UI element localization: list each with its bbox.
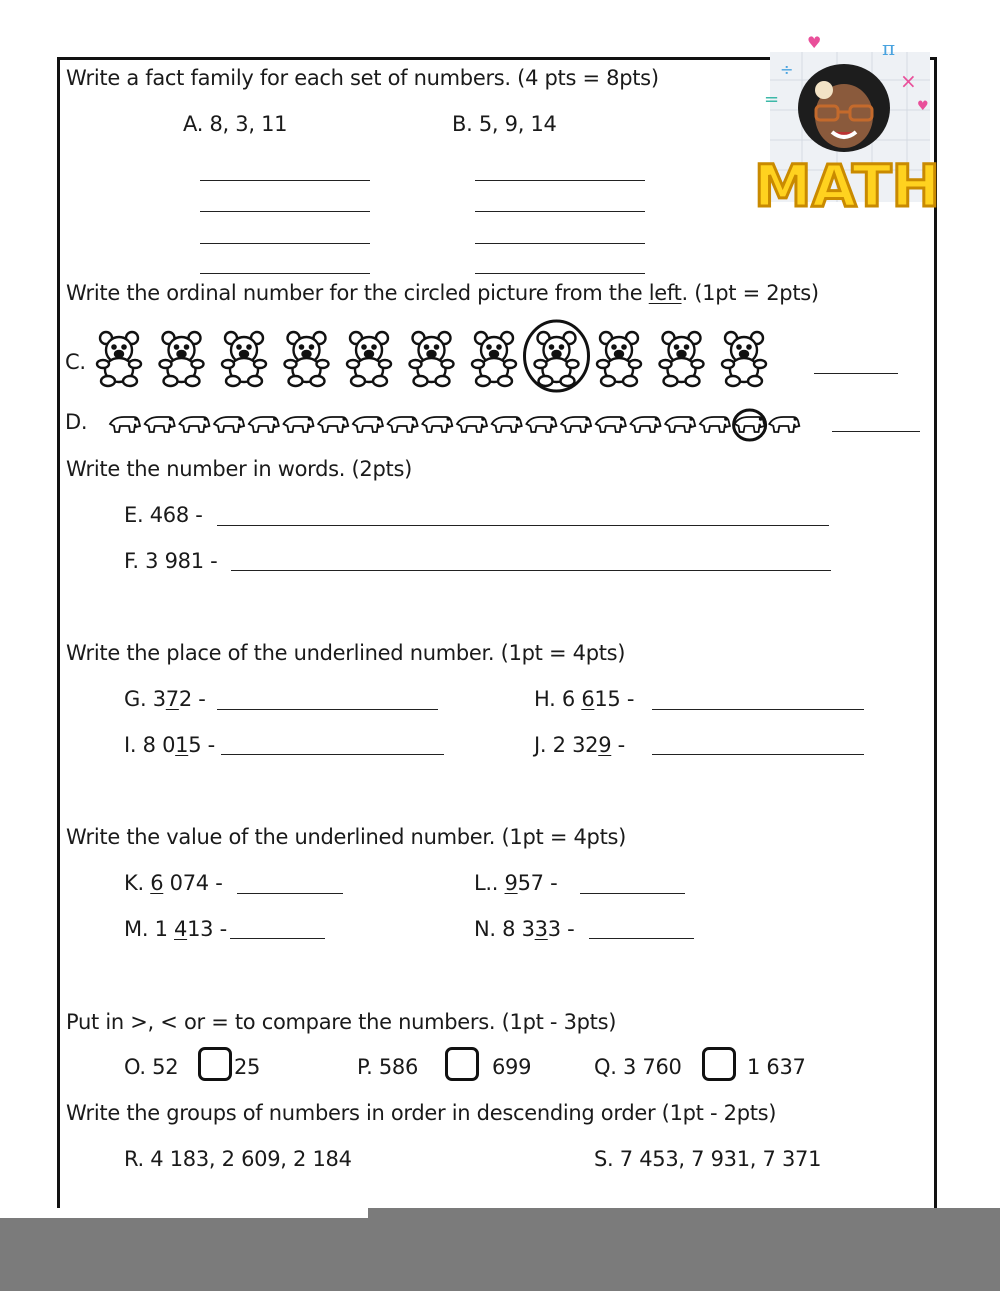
avatar <box>798 64 890 152</box>
answer-line-d[interactable] <box>832 431 920 432</box>
equals-icon: = <box>764 89 780 110</box>
math-title: MATH <box>753 152 941 220</box>
polar-bear-icon <box>388 417 418 432</box>
polar-bear-icon <box>596 417 626 432</box>
math-logo <box>752 30 942 220</box>
polar-bear-row <box>100 400 820 450</box>
q6-q-right: 1 637 <box>747 1055 806 1079</box>
polar-bear-icon <box>735 417 765 432</box>
footer-bar <box>0 1216 1000 1291</box>
q2-d-label: D. <box>65 410 88 434</box>
q6-p-right: 699 <box>492 1055 532 1079</box>
q1-instruction: Write a fact family for each set of numbers. (4 pts = 8pts) <box>66 66 659 90</box>
pi-icon: π <box>882 36 896 60</box>
q5-l: L.. 957 - <box>474 871 558 895</box>
answer-line-j[interactable] <box>652 754 864 755</box>
answer-line-e[interactable] <box>217 525 829 526</box>
q6-p-left: P. 586 <box>357 1055 419 1079</box>
polar-bear-icon <box>110 417 140 432</box>
polar-bear-icon <box>353 417 383 432</box>
q5-k: K. 6 074 - <box>124 871 223 895</box>
polar-bear-icon <box>214 417 244 432</box>
answer-line-b1[interactable] <box>475 180 645 181</box>
q6-o-right: 25 <box>234 1055 261 1079</box>
polar-bear-icon <box>769 417 799 432</box>
polar-bear-icon <box>561 417 591 432</box>
q7-r: R. 4 183, 2 609, 2 184 <box>124 1147 352 1171</box>
q1-set-b: B. 5, 9, 14 <box>452 112 557 136</box>
answer-line-a2[interactable] <box>200 211 370 212</box>
heart-icon: ♥ <box>807 33 822 52</box>
compare-box-p[interactable] <box>445 1047 479 1081</box>
teddy-bear-icon <box>535 332 579 386</box>
answer-line-k[interactable] <box>237 893 343 894</box>
footer-notch <box>0 1208 368 1218</box>
answer-line-m[interactable] <box>230 938 325 939</box>
teddy-bear-icon <box>160 332 204 386</box>
q5-n: N. 8 333 - <box>474 917 575 941</box>
q4-g: G. 372 - <box>124 687 206 711</box>
q3-f: F. 3 981 - <box>124 549 218 573</box>
answer-line-h[interactable] <box>652 709 864 710</box>
q5-m: M. 1 413 - <box>124 917 227 941</box>
q3-e: E. 468 - <box>124 503 203 527</box>
answer-line-i[interactable] <box>221 754 444 755</box>
compare-box-q[interactable] <box>702 1047 736 1081</box>
teddy-bear-icon <box>660 332 704 386</box>
answer-line-g[interactable] <box>217 709 438 710</box>
footer-bar-top <box>368 1208 1000 1218</box>
teddy-bear-row <box>95 318 785 394</box>
answer-line-a4[interactable] <box>200 273 370 274</box>
q4-i: I. 8 015 - <box>124 733 215 757</box>
teddy-bear-icon <box>347 332 391 386</box>
q6-o-left: O. 52 <box>124 1055 179 1079</box>
answer-line-b4[interactable] <box>475 273 645 274</box>
answer-line-c[interactable] <box>814 373 898 374</box>
answer-line-a1[interactable] <box>200 180 370 181</box>
q4-h: H. 6 615 - <box>534 687 635 711</box>
polar-bear-icon <box>631 417 661 432</box>
answer-line-f[interactable] <box>231 570 831 571</box>
divide-icon: ÷ <box>780 60 794 79</box>
q2-instruction: Write the ordinal number for the circled picture from the left. (1pt = 2pts) <box>66 281 819 305</box>
answer-line-a3[interactable] <box>200 243 370 244</box>
heart-small-icon: ♥ <box>917 99 929 114</box>
answer-line-b2[interactable] <box>475 211 645 212</box>
polar-bear-icon <box>665 417 695 432</box>
polar-bear-icon <box>145 417 175 432</box>
answer-line-n[interactable] <box>589 938 694 939</box>
q6-q-left: Q. 3 760 <box>594 1055 682 1079</box>
q6-instruction: Put in >, < or = to compare the numbers. (1pt - 3pts) <box>66 1010 617 1034</box>
teddy-bear-icon <box>722 332 766 386</box>
teddy-bear-icon <box>222 332 266 386</box>
compare-box-o[interactable] <box>198 1047 232 1081</box>
q7-s: S. 7 453, 7 931, 7 371 <box>594 1147 822 1171</box>
polar-bear-icon <box>249 417 279 432</box>
q1-set-a: A. 8, 3, 11 <box>183 112 288 136</box>
polar-bear-icon <box>318 417 348 432</box>
polar-bear-icon <box>284 417 314 432</box>
teddy-bear-icon <box>597 332 641 386</box>
polar-bear-icon <box>492 417 522 432</box>
q2-c-label: C. <box>65 350 86 374</box>
teddy-bear-icon <box>97 332 141 386</box>
teddy-bear-icon <box>285 332 329 386</box>
answer-line-b3[interactable] <box>475 243 645 244</box>
polar-bear-icon <box>179 417 209 432</box>
polar-bear-icon <box>457 417 487 432</box>
polar-bear-icon <box>700 417 730 432</box>
polar-bear-icon <box>526 417 556 432</box>
polar-bear-icon <box>422 417 452 432</box>
times-icon: × <box>900 69 917 93</box>
q5-instruction: Write the value of the underlined number. (1pt = 4pts) <box>66 825 627 849</box>
q3-instruction: Write the number in words. (2pts) <box>66 457 412 481</box>
teddy-bear-icon <box>410 332 454 386</box>
teddy-bear-icon <box>472 332 516 386</box>
q7-instruction: Write the groups of numbers in order in descending order (1pt - 2pts) <box>66 1101 777 1125</box>
q4-instruction: Write the place of the underlined number. (1pt = 4pts) <box>66 641 626 665</box>
q4-j: J. 2 329 - <box>534 733 625 757</box>
answer-line-l[interactable] <box>580 893 685 894</box>
